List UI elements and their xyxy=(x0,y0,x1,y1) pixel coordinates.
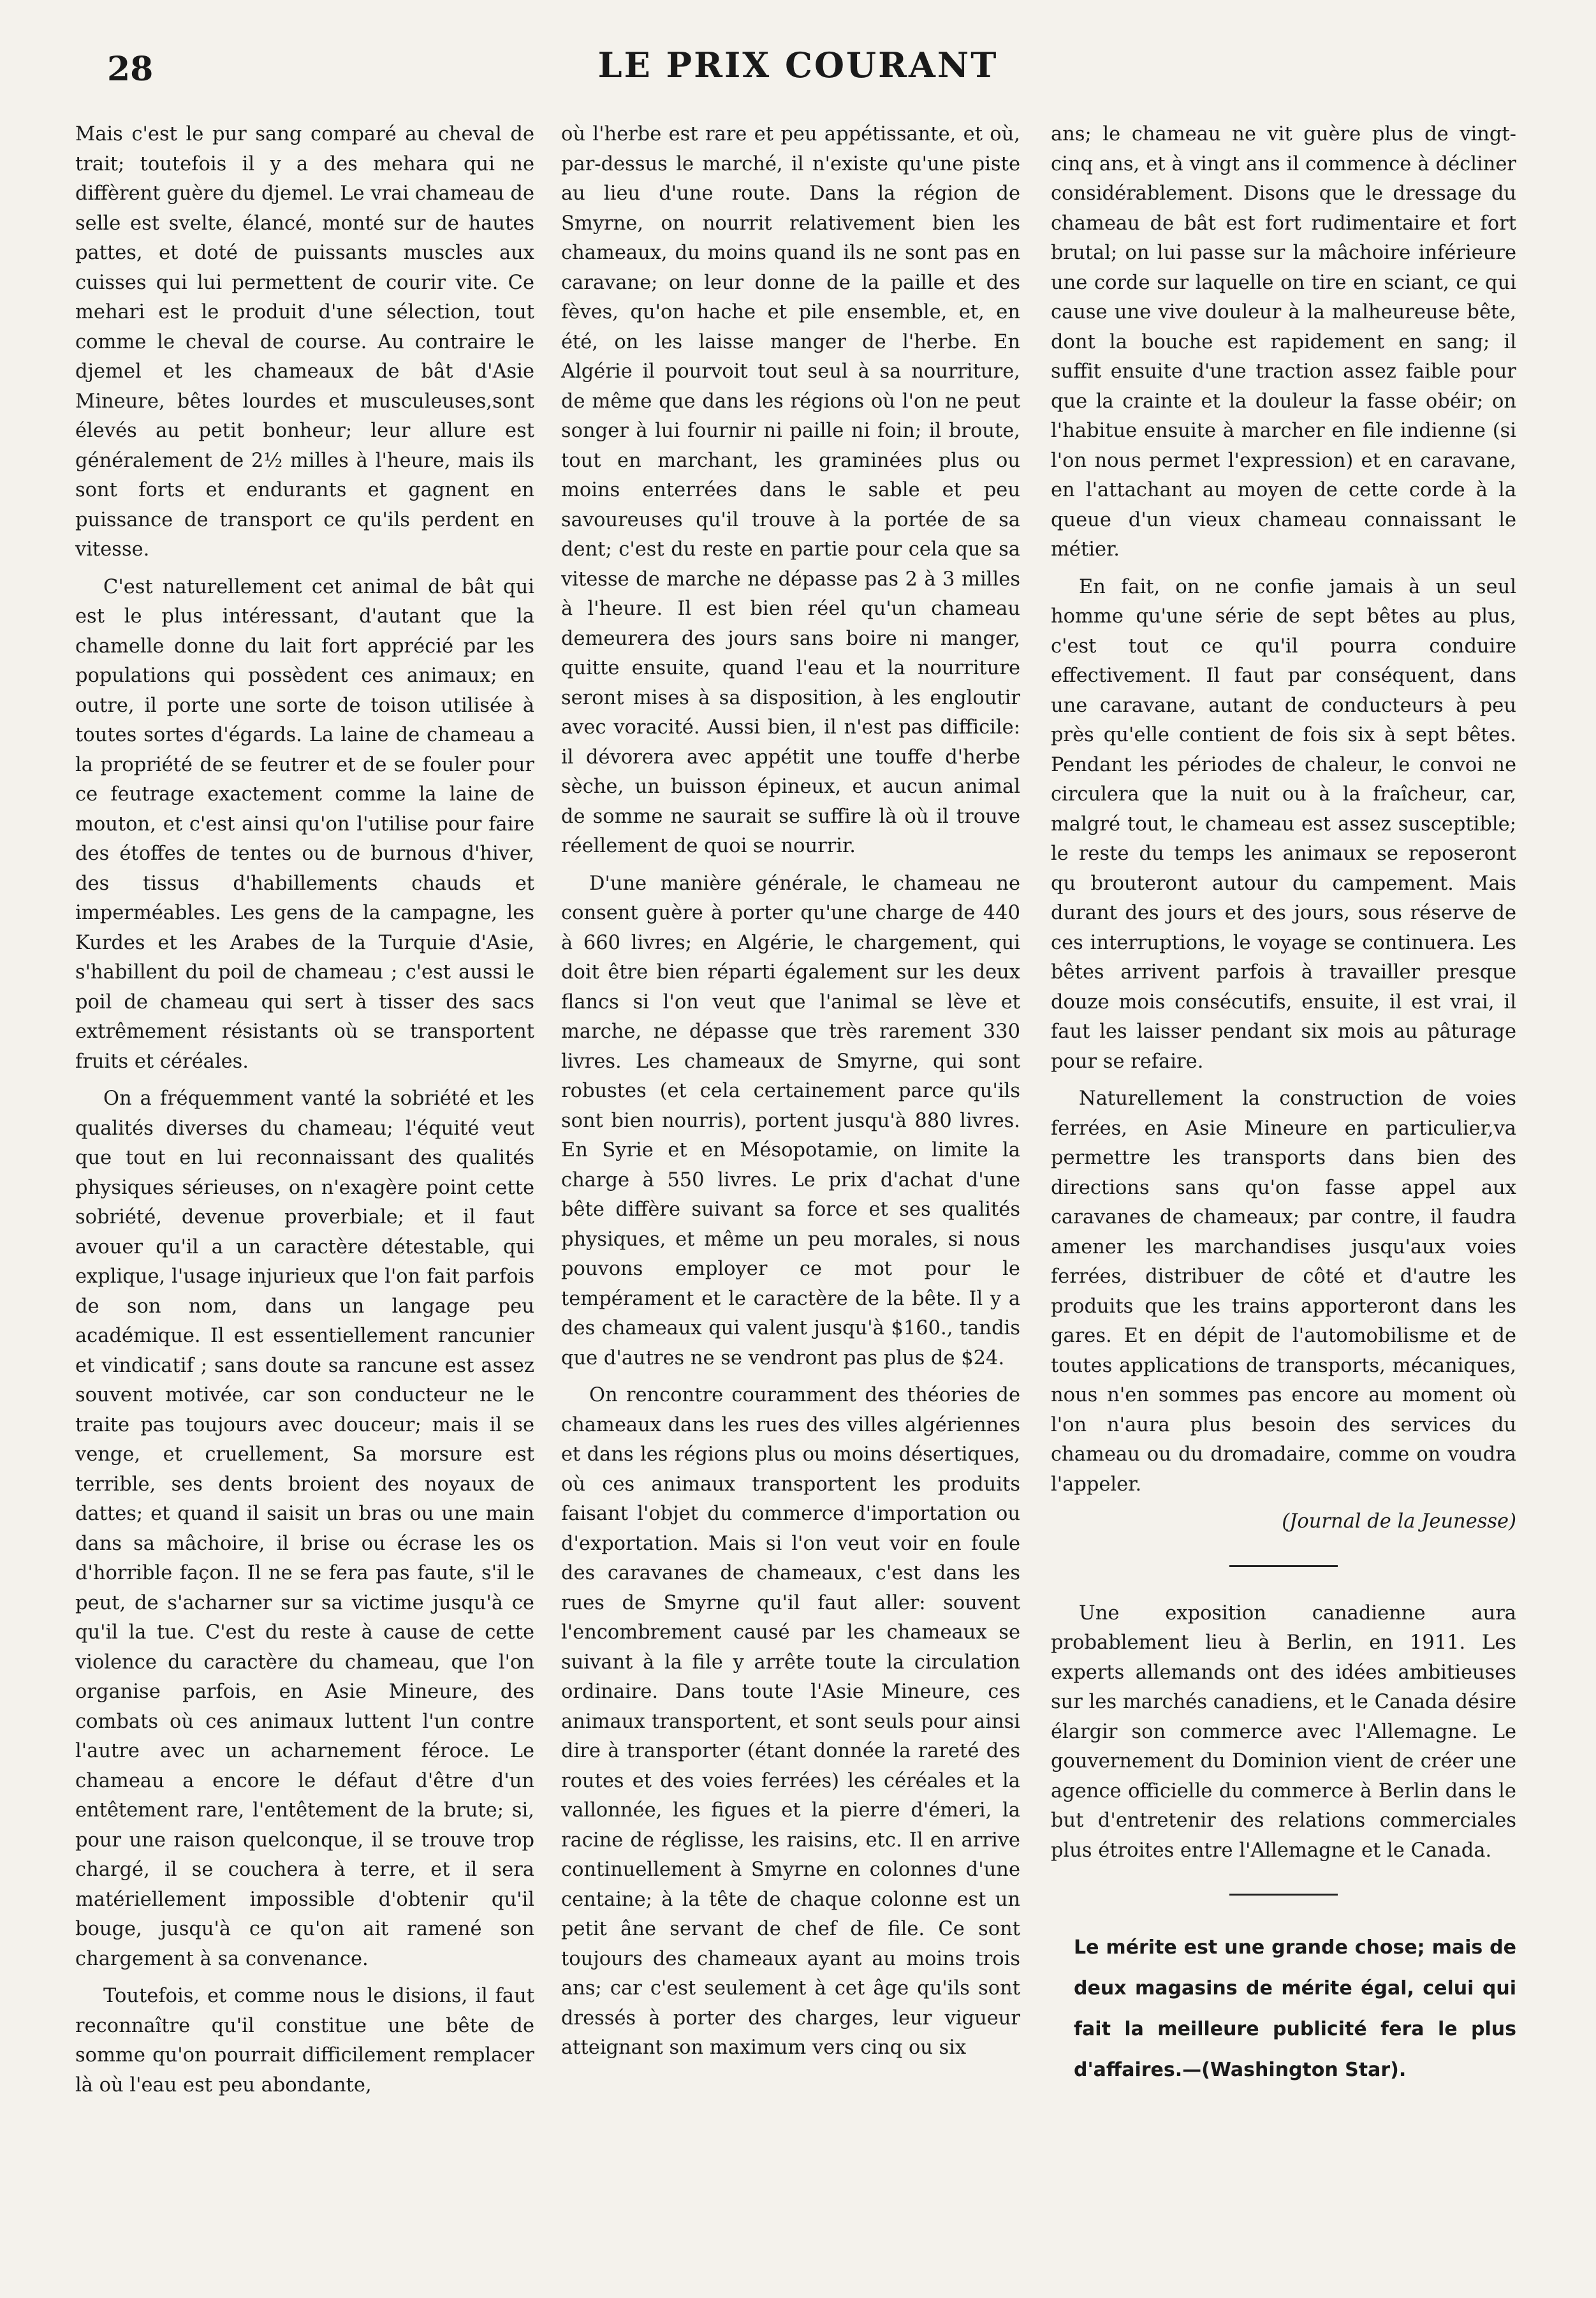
paragraph: C'est naturellement cet animal de bât qui est le plus intéressant, d'autant que la chamelle donne du lait fort apprécié par les populations qui possèdent ces animaux; en outre, il porte une sorte de toison utilisée à toutes sortes d'égards. La laine de chameau a la propriété de se feutrer et de se fouler pour ce feutrage exactement comme la laine de mouton, et c'est ainsi qu'on l'utilise pour faire des étoffes de tentes ou de burnous d'hiver, des tissus d'habillements chauds et imperméables. Les gens de la campagne, les Kurdes et les Arabes de la Turquie d'Asie, s'habillent du poil de chameau ; c'est aussi le poil de chameau qui sert à tisser des sacs extrêmement résistants où se transportent fruits et céréales. xyxy=(75,575,534,1073)
section-divider xyxy=(1229,1894,1338,1896)
advertising-quote: Le mérite est une grande chose; mais de deux magasins de mérite égal, celui qui fait la meilleure publicité fera le plus d'affaires.—(Washington Star). xyxy=(1074,1936,1516,2081)
paragraph: En fait, on ne confie jamais à un seul homme qu'une série de sept bêtes au plus, c'est tout ce qu'il pourra conduire effectivement. Il faut par conséquent, dans une caravane, autant de conducteurs à peu près qu'elle contient de fois six à sept bêtes. Pendant les périodes de chaleur, le convoi ne circulera que la nuit ou à la fraîcheur, car, malgré tout, le chameau est assez susceptible; le reste du temps les animaux se reposeront qu brouteront autour du campement. Mais durant des jours et des jours, sous réserve de ces interruptions, le voyage se continuera. Les bêtes arrivent parfois à travailler presque douze mois consécutifs, ensuite, il est vrai, il faut les laisser pendant six mois au pâturage pour se refaire. xyxy=(1051,575,1516,1073)
running-title: LE PRIX COURANT xyxy=(597,45,999,85)
page-number: 28 xyxy=(107,50,154,89)
paragraph: où l'herbe est rare et peu appétissante, et où, par-dessus le marché, il n'existe qu'une piste au lieu d'une route. Dans la région de Smyrne, on nourrit relativement bien les chameaux, du moins quand ils ne sont pas en caravane; on leur donne de la paille et des fèves, qu'on hache et pile ensemble, et, en été, on les laisse manger de l'herbe. En Algérie il pourvoit tout seul à sa nourriture, de même que dans les régions où l'on ne peut songer à lui fournir ni paille ni foin; il broute, tout en marchant, les graminées plus ou moins enterrées dans le sable et peu savoureuses qu'il trouve à la portée de sa dent; c'est du reste en partie pour cela que sa vitesse de marche ne dépasse pas 2 à 3 milles à l'heure. Il est bien réel qu'un chameau demeurera des jours sans boire ni manger, quitte ensuite, quand l'eau et la nourriture seront mises à sa disposition, à les engloutir avec voracité. Aussi bien, il n'est pas difficile: il dévorera avec appétit une touffe d'herbe sèche, un buisson épineux, et aucun animal de somme ne saurait se suffire là où il trouve réellement de quoi se nourrir. xyxy=(561,123,1020,857)
article-column-2 xyxy=(561,120,1020,2071)
paragraph: ans; le chameau ne vit guère plus de vingt-cinq ans, et à vingt ans il commence à décliner considérablement. Disons que le dressage du chameau de bât est fort rudimentaire et fort brutal; on lui passe sur la mâchoire inférieure une corde sur laquelle on tire en sciant, ce qui cause une vive douleur à la malheureuse bête, dont la bouche est rapidement en sang; il suffit ensuite d'une traction assez faible pour que la crainte et la douleur la fasse obéir; on l'habitue ensuite à marcher en file indienne (si l'on nous permet l'expression) et en caravane, en l'attachant au moyen de cette corde à la queue d'un vieux chameau connaissant le métier. xyxy=(1051,123,1516,561)
section-divider xyxy=(1229,1565,1338,1567)
paragraph: On a fréquemment vanté la sobriété et les qualités diverses du chameau; l'équité veut que tout en lui reconnaissant des qualités physiques sérieuses, on n'exagère point cette sobriété, devenue proverbiale; et il faut avouer qu'il a un caractère détestable, qui explique, l'usage injurieux que l'on fait parfois de son nom, dans un langage peu académique. Il est essentiellement rancunier et vindicatif ; sans doute sa rancune est assez souvent motivée, car son conducteur ne le traite pas toujours avec douceur; mais il se venge, et cruellement, Sa morsure est terrible, ses dents broient des noyaux de dattes; et quand il saisit un bras ou une main dans sa mâchoire, il brise ou écrase les os d'horrible façon. Il ne se fera pas faute, s'il le peut, de s'acharner sur sa victime jusqu'à ce qu'il la tue. C'est du reste à cause de cette violence du caractère du chameau, que l'on organise parfois, en Asie Mineure, des combats où ces animaux luttent l'un contre l'autre avec un acharnement féroce. Le chameau a encore le défaut d'être d'un entêtement rare, l'entêtement de la brute; si, pour une raison quelconque, il se trouve trop chargé, il se couchera à terre, et il sera matériellement impossible d'obtenir qu'il bouge, jusqu'à ce qu'on ait ramené son chargement à sa convenance. xyxy=(75,1087,534,1970)
paragraph: D'une manière générale, le chameau ne consent guère à porter qu'une charge de 440 à 660 livres; en Algérie, le chargement, qui doit être bien réparti également sur les deux flancs si l'on veut que l'animal se lève et marche, ne dépasse que très rarement 330 livres. Les chameaux de Smyrne, qui sont robustes (et cela certainement parce qu'ils sont bien nourris), portent jusqu'à 880 livres. En Syrie et en Mésopotamie, on limite la charge à 550 livres. Le prix d'achat d'une bête diffère suivant sa force et ses qualités physiques, et même un peu morales, si nous pouvons employer ce mot pour le tempérament et le caractère de la bête. Il y a des chameaux qui valent jusqu'à $160., tandis que d'autres ne se vendront pas plus de $24. xyxy=(561,872,1020,1369)
news-item-canadian-exhibition: Une exposition canadienne aura probablement lieu à Berlin, en 1911. Les experts allemands ont des idées ambitieuses sur les marchés canadiens, et le Canada désire élargir son commerce avec l'Allemagne. Le gouvernement du Dominion vient de créer une agence officielle du commerce à Berlin dans le but d'entretenir des relations commerciales plus étroites entre l'Allemagne et le Canada. xyxy=(1051,1602,1516,1862)
article-source: (Journal de la Jeunesse) xyxy=(1282,1510,1516,1533)
article-column-3 xyxy=(1051,120,1516,2098)
paragraph: Naturellement la construction de voies ferrées, en Asie Mineure en particulier,va permettre les transports dans bien des directions sans qu'on fasse appel aux caravanes de chameaux; par contre, il faudra amener les marchandises jusqu'aux voies ferrées, distribuer de côté et d'autre les produits que les trains apporteront dans les gares. Et en dépit de l'automobilisme et de toutes applications de transports, mécaniques, nous n'en sommes pas encore au moment où l'on n'aura plus besoin des services du chameau ou du dromadaire, comme on voudra l'appeler. xyxy=(1051,1087,1516,1496)
article-column-1 xyxy=(75,120,534,2108)
paragraph: Mais c'est le pur sang comparé au cheval de trait; toutefois il y a des mehara qui ne diffèrent guère du djemel. Le vrai chameau de selle est svelte, élancé, monté sur de hautes pattes, et doté de puissants muscles aux cuisses qui lui permettent de courir vite. Ce mehari est le produit d'une sélection, tout comme le cheval de course. Au contraire le djemel et les chameaux de bât d'Asie Mineure, bêtes lourdes et musculeuses,sont élevés au petit bonheur; leur allure est généralement de 2½ milles à l'heure, mais ils sont forts et endurants et gagnent en puissance de transport ce qu'ils perdent en vitesse. xyxy=(75,123,534,561)
paragraph: On rencontre couramment des théories de chameaux dans les rues des villes algériennes et dans les régions plus ou moins désertiques, où ces animaux transportent les produits faisant l'objet du commerce d'importation ou d'exportation. Mais si l'on veut voir en foule des caravanes de chameaux, c'est dans les rues de Smyrne qu'il faut aller: souvent l'encombrement causé par les chameaux se suivant à la file y arrête toute la circulation ordinaire. Dans toute l'Asie Mineure, ces animaux transportent, et sont seuls pour ainsi dire à transporter (étant donnée la rareté des routes et des voies ferrées) les céréales et la vallonnée, les figues et la pierre d'émeri, la racine de réglisse, les raisins, etc. Il en arrive continuellement à Smyrne en colonnes d'une centaine; à la tête de chaque colonne est un petit âne servant de chef de file. Ce sont toujours des chameaux ayant au moins trois ans; car c'est seulement à cet âge qu'ils sont dressés à porter des charges, leur vigueur atteignant son maximum vers cinq ou six xyxy=(561,1384,1020,2059)
paragraph: Toutefois, et comme nous le disions, il faut reconnaître qu'il constitue une bête de somme qu'on pourrait difficilement remplacer là où l'eau est peu abondante, xyxy=(75,1985,534,2096)
